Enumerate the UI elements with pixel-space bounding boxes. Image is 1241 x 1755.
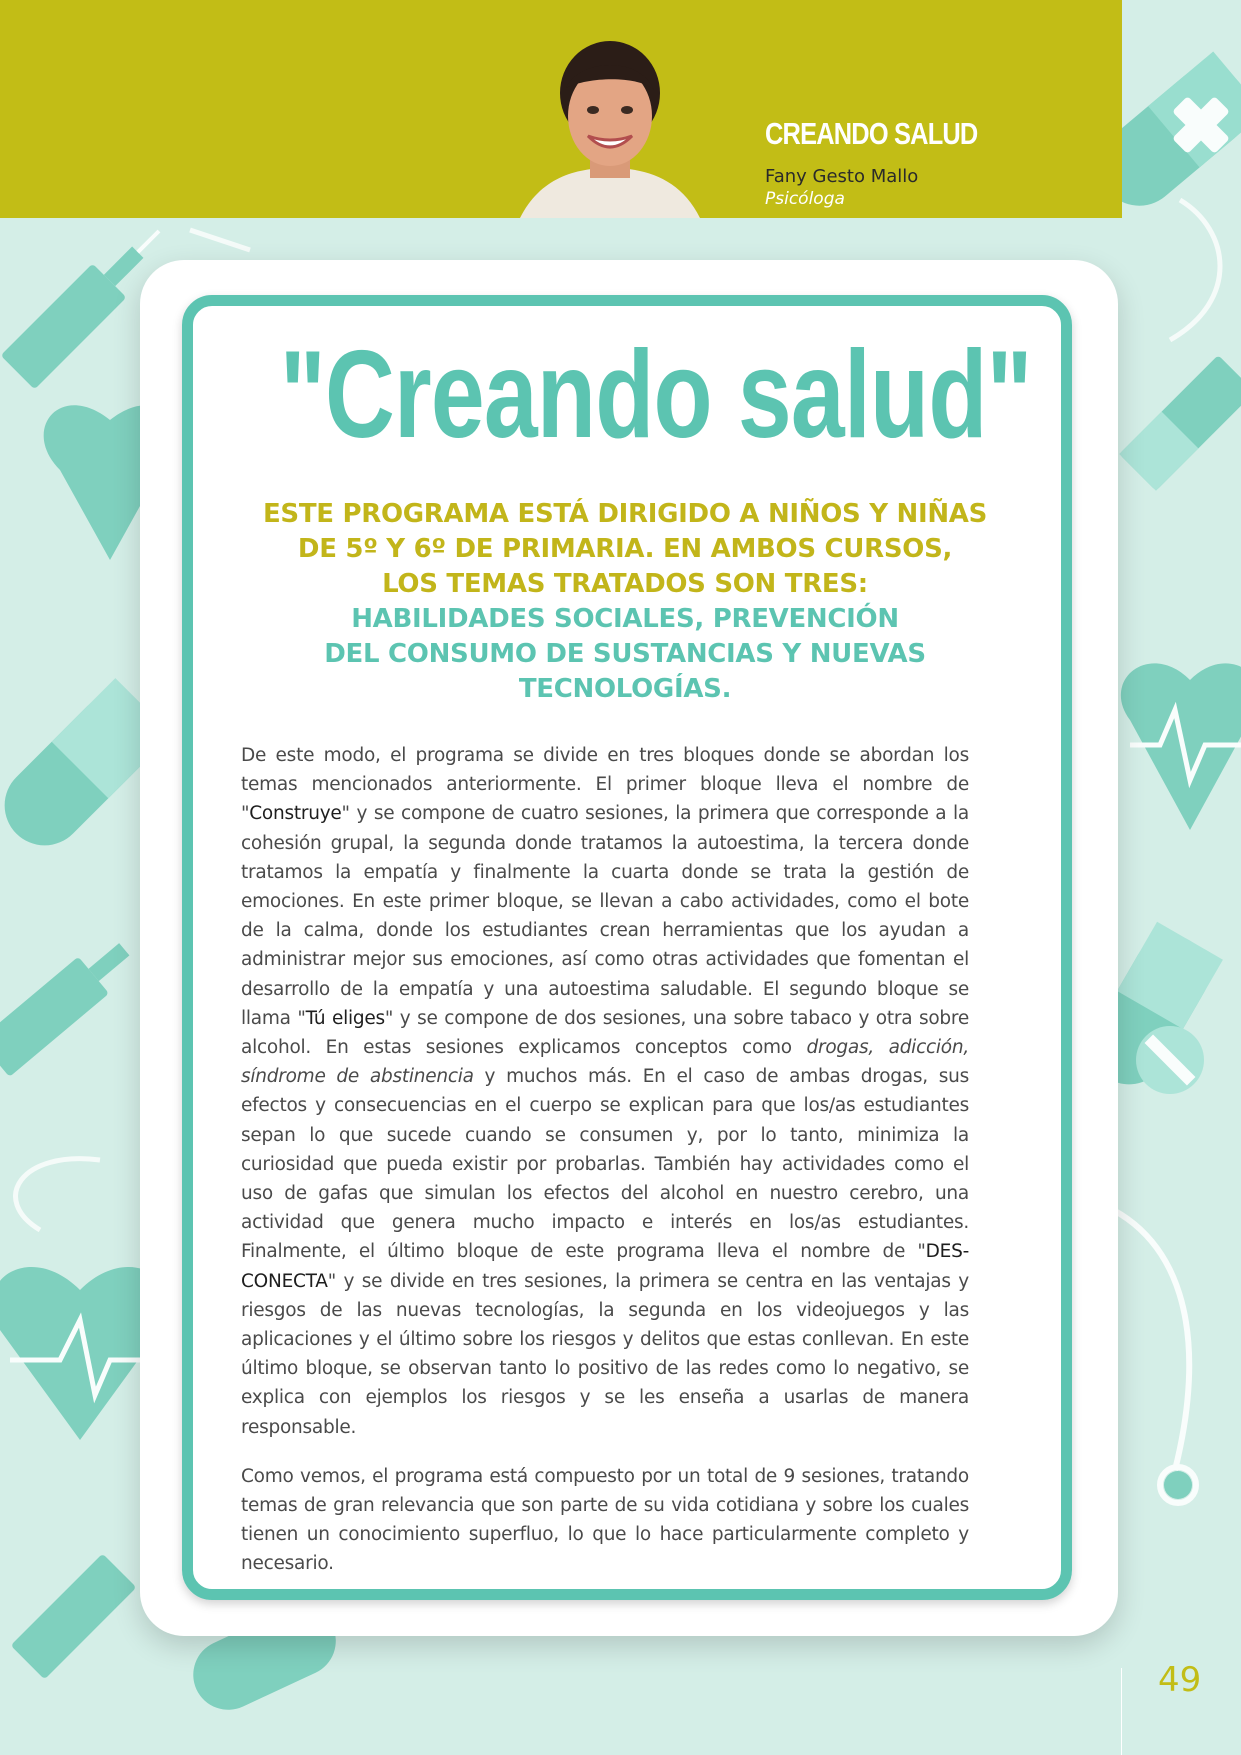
subtitle-line: LOS TEMAS TRATADOS SON TRES: [382, 569, 868, 599]
subtitle-line: ESTE PROGRAMA ESTÁ DIRIGIDO A NIÑOS Y NIÑAS [262, 499, 988, 529]
pill-icon [1136, 1026, 1204, 1094]
article-body [241, 741, 969, 1599]
subtitle-line: TECNOLOGÍAS. [518, 674, 732, 704]
body-text-run: " y se compone de cuatro sesiones, la primera que corresponde a la cohesión grupal, la segunda donde tratamos la autoestima, la tercera donde tratamos la empatía y finalmente la cuarta donde se trata la gestión de emociones. En este primer bloque, se llevan a cabo actividades, como el bote de la calma, donde los estudiantes crean herramientas que los ayudan a administrar mejor sus emociones, así como otras actividades que fomentan el desarrollo de la empatía y una autoestima saludable. El segundo bloque se llama " [241, 803, 969, 1029]
syringe-icon [11, 1554, 137, 1680]
author-photo [520, 38, 700, 218]
author-name: Fany Gesto Mallo [765, 166, 919, 187]
article-subtitle [225, 497, 1025, 707]
body-text-run: " y se compone de dos sesiones, una sobre tabaco y otra sobre alcohol. En estas sesiones explicamos conceptos como [241, 1007, 969, 1059]
subtitle-line: DE 5º Y 6º DE PRIMARIA. EN AMBOS CURSOS, [297, 534, 953, 564]
block-name-des-conecta: DES-CONECTA [241, 1241, 969, 1292]
body-text-run: " y se divide en tres sesiones, la primera se centra en las ventajas y riesgos de las nuevas tecnologías, la segunda en los videojuegos y las aplicaciones y el último sobre los riesgos y delitos que estas conllevan. En este último bloque, se observan tanto lo positivo de las redes como lo negativo, se explica con ejemplos los riesgos y se les enseña a usarlas de manera responsable. [241, 1270, 969, 1438]
page-number-divider [1121, 1668, 1122, 1755]
body-paragraph [241, 741, 969, 1442]
subtitle-line: HABILIDADES SOCIALES, PREVENCIÓN [351, 604, 899, 634]
body-text-run: De este modo, el programa se divide en tres bloques donde se abordan los temas mencionados anteriormente. El primer bloque lleva el nombre de " [241, 745, 969, 825]
heart-pulse-icon [1121, 663, 1241, 830]
section-label: CREANDO SALUD [765, 116, 978, 151]
syringe-icon [1119, 355, 1241, 491]
block-name-tu-eliges: Tú eliges [305, 1007, 385, 1029]
author-role: Psicóloga [765, 189, 845, 209]
block-name-construye: Construye [249, 803, 342, 825]
body-text-run: y muchos más. En el caso de ambas drogas, sus efectos y consecuencias en el cuerpo se explican para que los/as estudiantes sepan lo que sucede cuando se consumen y, por lo tanto, minimiza la curiosidad que pueda existir por probarlas. También hay actividades como el uso de gafas que simulan los efectos del alcohol en nuestro cerebro, una actividad que genera mucho impacto e interés en los/as estudiantes. Finalmente, el último bloque de este programa lleva el nombre de " [241, 1066, 969, 1263]
article-title: "Creando salud" [279, 326, 1032, 464]
syringe-icon [0, 931, 140, 1077]
body-paragraph: Como vemos, el programa está compuesto por un total de 9 sesiones, tratando temas de gran relevancia que son parte de su vida cotidiana y sobre los cuales tienen un conocimiento superfluo, lo que lo hace particularmente completo y necesario. [241, 1465, 969, 1575]
page-number: 49 [1158, 1660, 1202, 1700]
subtitle-line: DEL CONSUMO DE SUSTANCIAS Y NUEVAS [324, 639, 926, 669]
emphasis-terms: drogas, adicción, síndrome de abstinencia [241, 1037, 969, 1088]
